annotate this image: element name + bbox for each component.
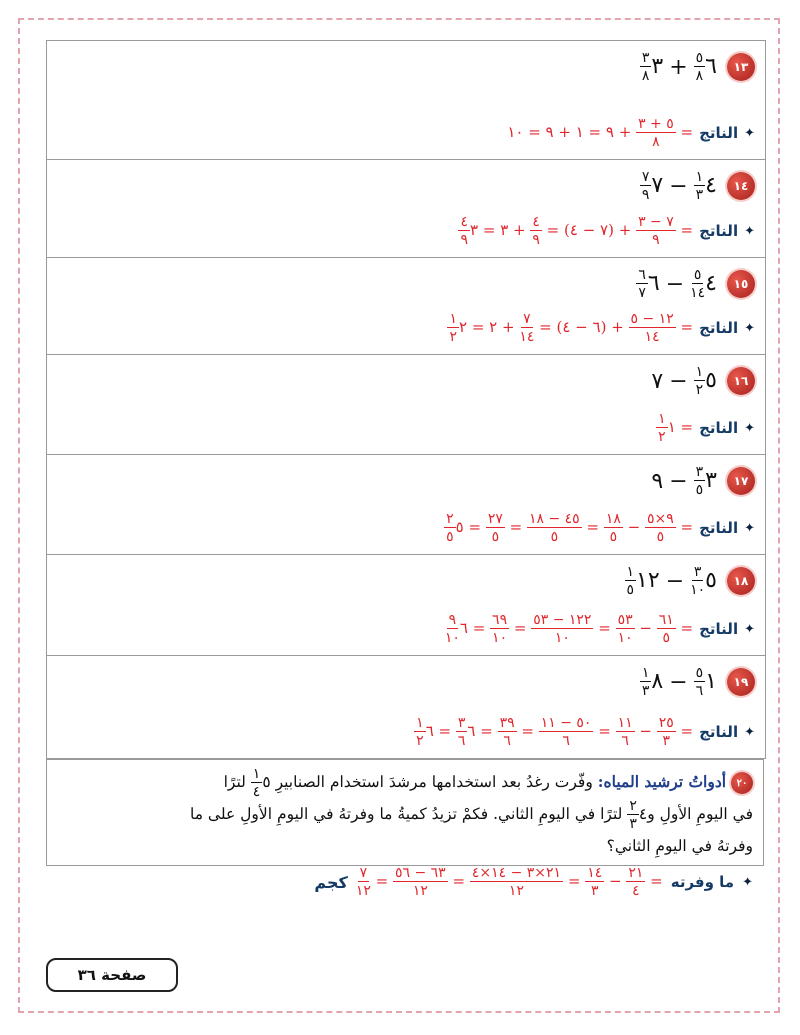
- word-problem-line-1: [57, 766, 753, 799]
- problem-row-15: [47, 258, 765, 355]
- problem-expression: ٥ $\frac{٣}{١٠}$ − ١٢ $\frac{١}{٥}$: [626, 564, 717, 598]
- word-problem-title: أدواتُ ترشيد المياه:: [597, 772, 727, 791]
- problem-number-badge: ١٤: [727, 172, 755, 200]
- problem-number-badge: ١٨: [727, 567, 755, 595]
- problem: [651, 365, 755, 397]
- word-problem-line-2: في اليومِ الأولِ و٤ $\frac{٢}{٣}$ لترًا في اليومِ الثاني. فكمْ تزيدُ كميةُ ما وفرتهُ في اليومِ الأولِ على ما: [189, 798, 753, 832]
- problem: [640, 51, 755, 83]
- diamond-bullet-icon: ✦: [744, 223, 755, 239]
- problem-expression: ١ $\frac{٥}{٦}$ − ٨ $\frac{١}{٣}$: [641, 665, 717, 699]
- diamond-bullet-icon: ✦: [744, 125, 755, 141]
- word-problem-line-3: وفرتهُ في اليومِ الثاني؟: [606, 837, 753, 855]
- mixed-number: ٣ $\frac{٣}{٨}$: [641, 50, 664, 84]
- answer-label: الناتج: [699, 723, 739, 741]
- problem: [640, 666, 755, 698]
- mixed-number: ٥ $\frac{١}{٢}$: [695, 364, 717, 398]
- diamond-bullet-icon: ✦: [744, 520, 755, 536]
- answer-work: = $\frac{٦١}{٥}$ − $\frac{٥٣}{١٠}$ = $\frac{١٢٢ - ٥٣}{١٠}$ = $\frac{٦٩}{١٠}$ = ٦ $\frac{٩}{١٠}$: [444, 612, 694, 646]
- answer-unit: كجم: [314, 872, 348, 892]
- mixed-number: ٦ $\frac{٦}{٧}$: [638, 267, 660, 301]
- problem-expression: ٦ $\frac{٥}{٨}$ + ٣ $\frac{٣}{٨}$: [641, 50, 717, 84]
- whole-number: ٧: [651, 368, 664, 394]
- mixed-number: ١ $\frac{٥}{٦}$: [695, 665, 717, 699]
- diamond-bullet-icon: ✦: [742, 874, 753, 890]
- problem-row-16: [47, 355, 765, 455]
- problem-row-14: [47, 160, 765, 258]
- problem-row-19: [47, 656, 765, 758]
- problem-row-17: [47, 455, 765, 555]
- problem-number-badge: ١٩: [727, 668, 755, 696]
- problem: [636, 268, 755, 300]
- problem-number-badge: ١٥: [727, 270, 755, 298]
- word-problem-answer: [57, 866, 753, 898]
- diamond-bullet-icon: ✦: [744, 320, 755, 336]
- diamond-bullet-icon: ✦: [744, 724, 755, 740]
- answer-label: الناتج: [699, 620, 739, 638]
- problem-table: [46, 40, 766, 759]
- answer-line: [414, 716, 755, 748]
- problem-number-badge: ١٧: [727, 467, 755, 495]
- mixed-number: ٧ $\frac{٧}{٩}$: [641, 169, 664, 203]
- mixed-number: ٦ $\frac{٥}{٨}$: [695, 50, 717, 84]
- problem: [651, 465, 755, 497]
- answer-label: ما وفرته: [670, 873, 735, 891]
- problem-number-badge: ٢٠: [731, 772, 753, 794]
- answer-label: الناتج: [699, 519, 739, 537]
- answer-line: [507, 117, 755, 149]
- mixed-number: ٥ $\frac{٣}{١٠}$: [690, 564, 717, 598]
- diamond-bullet-icon: ✦: [744, 621, 755, 637]
- mixed-number: ٨ $\frac{١}{٣}$: [641, 665, 664, 699]
- problem-expression: ٣ $\frac{٣}{٥}$ − ٩: [651, 464, 717, 498]
- answer-label: الناتج: [699, 319, 739, 337]
- answer-work: = $\frac{٩\times ٥}{٥}$ − $\frac{١٨}{٥}$ = $\frac{٤٥ - ١٨}{٥}$ = $\frac{٢٧}{٥}$ = ٥ $\frac{٢}{٥}$: [446, 511, 694, 545]
- whole-number: ٩: [651, 468, 664, 494]
- problem-number-badge: ١٦: [727, 367, 755, 395]
- answer-label: الناتج: [699, 222, 739, 240]
- answer-work: = $\frac{١٢ - ٥}{١٤}$ + (٦ − ٤) = $\frac{٧}{١٤}$ + ٢ = ٢ $\frac{١}{٢}$: [449, 311, 694, 345]
- word-problem-text: وفّرت رغدُ بعد استخدامها مرشدَ استخدام الصنابيرِ ٥ $\frac{١}{٤}$ لترًا: [223, 766, 593, 800]
- answer-line: [447, 312, 755, 344]
- problem: [625, 565, 755, 597]
- answer-work: = $\frac{٢١}{٤}$ − $\frac{١٤}{٣}$ = $\frac{٢١\times ٣ - ١٤\times ٤}{١٢}$ = $\frac{٦٣ - ٥٦}{١٢}$ = $\frac{٧}{١٢}$: [355, 865, 663, 899]
- answer-line: [656, 412, 755, 444]
- problem-number-badge: ١٣: [727, 53, 755, 81]
- answer-line: [458, 215, 755, 247]
- mixed-number: ٣ $\frac{٣}{٥}$: [695, 464, 717, 498]
- page-number: صفحة ٣٦: [46, 958, 178, 992]
- problem-row-13: [47, 41, 765, 160]
- problem-expression: ٤ $\frac{١}{٣}$ − ٧ $\frac{٧}{٩}$: [641, 169, 717, 203]
- answer-work: = $\frac{٥ + ٣}{٨}$ + ٩ = ١ + ٩ = ١٠: [507, 116, 694, 150]
- answer-line: [445, 613, 755, 645]
- answer-line: [444, 512, 755, 544]
- word-problem: [46, 759, 764, 899]
- answer-work: = $\frac{٧ - ٣}{٩}$ + (٧ − ٤) = $\frac{٤}{٩}$ + ٣ = ٣ $\frac{٤}{٩}$: [460, 214, 694, 248]
- answer-label: الناتج: [699, 419, 739, 437]
- mixed-number: ٤ $\frac{٥}{١٤}$: [690, 267, 717, 301]
- problem-expression: ٤ $\frac{٥}{١٤}$ − ٦ $\frac{٦}{٧}$: [638, 267, 717, 301]
- answer-label: الناتج: [699, 124, 739, 142]
- mixed-number: ٤ $\frac{١}{٣}$: [695, 169, 717, 203]
- problem-row-18: [47, 555, 765, 656]
- problem: [640, 170, 755, 202]
- answer-work: = ١ $\frac{١}{٢}$: [658, 411, 694, 445]
- diamond-bullet-icon: ✦: [744, 420, 755, 436]
- answer-work: = $\frac{٢٥}{٣}$ − $\frac{١١}{٦}$ = $\frac{٥٠ - ١١}{٦}$ = $\frac{٣٩}{٦}$ = ٦ $\frac{٣}{٦}$ = ٦ $\frac{١}{٢}$: [416, 715, 694, 749]
- mixed-number: ١٢ $\frac{١}{٥}$: [626, 564, 660, 598]
- problem-expression: ٥ $\frac{١}{٢}$ − ٧: [651, 364, 717, 398]
